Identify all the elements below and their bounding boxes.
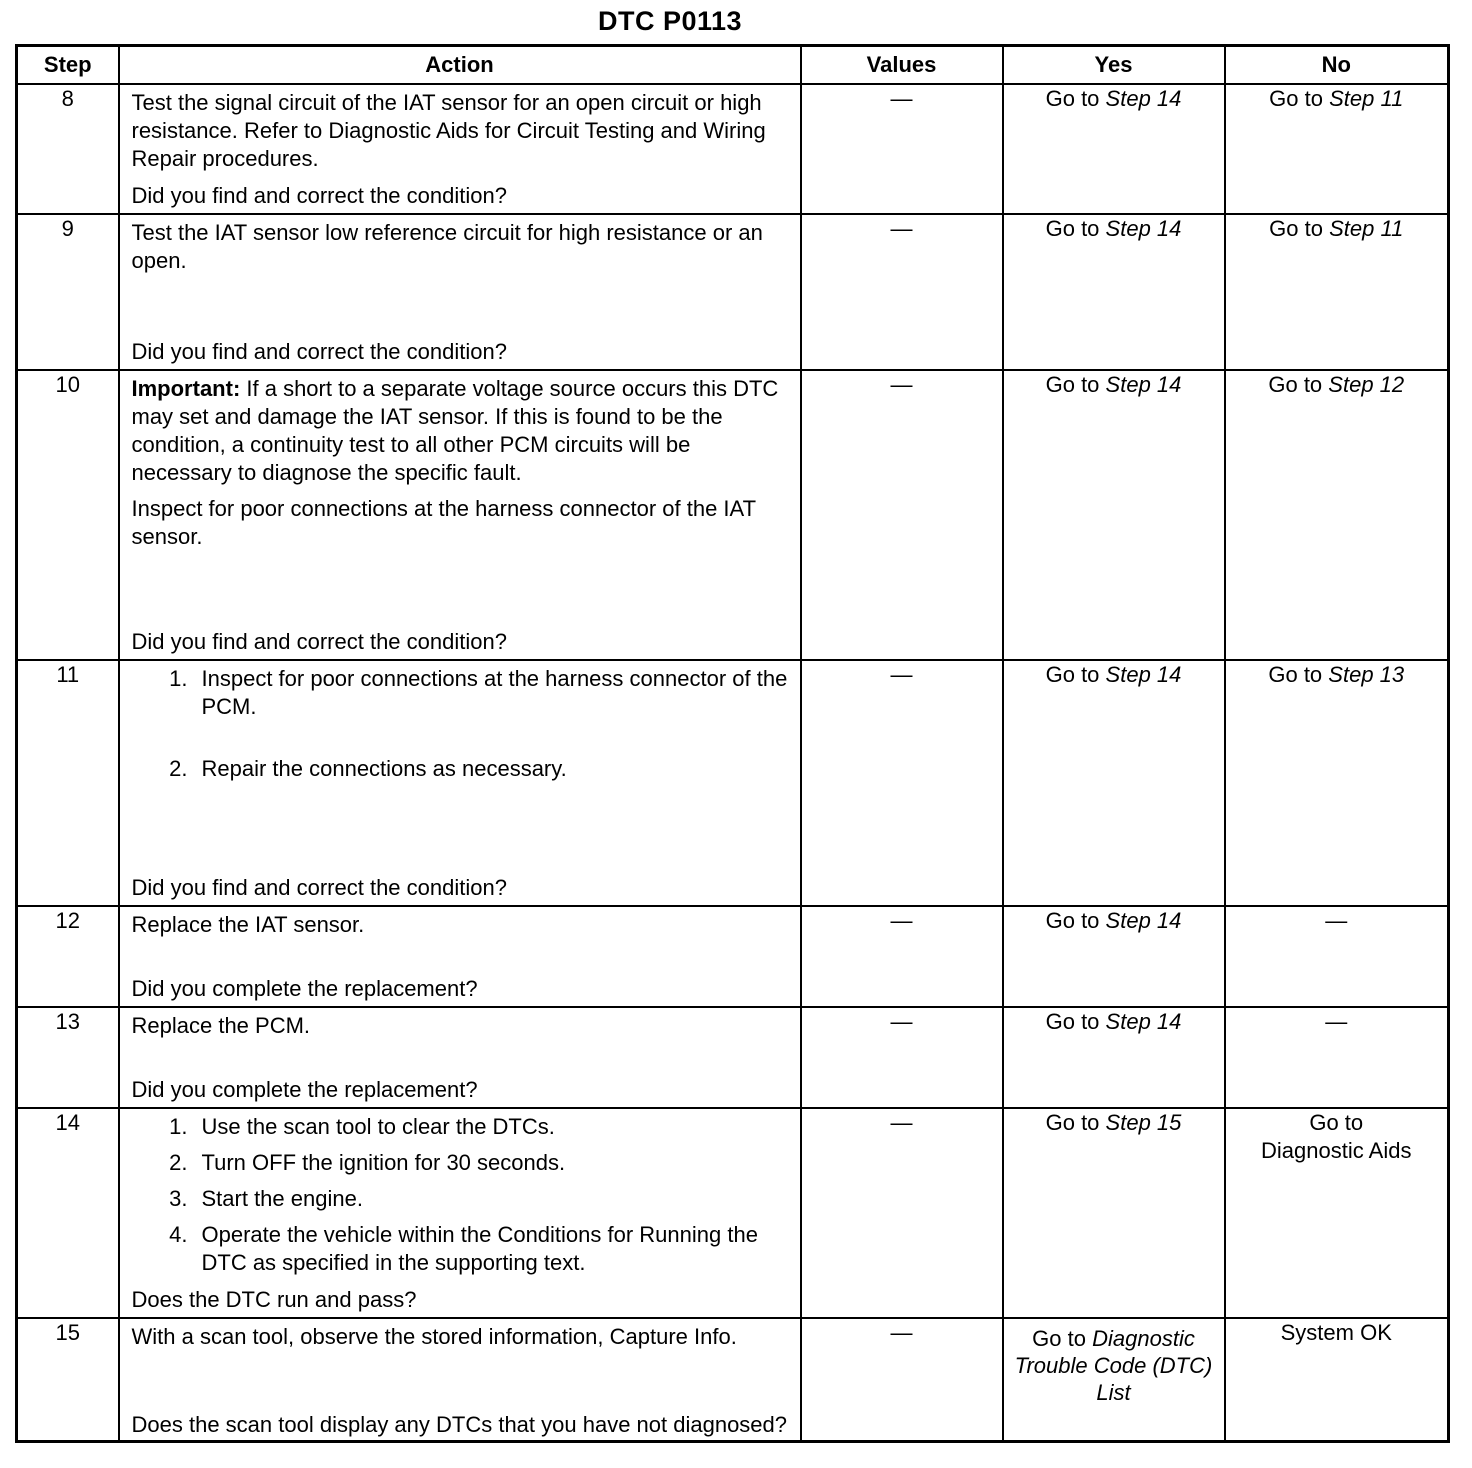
go-to-target: Step 14 <box>1105 661 1182 687</box>
yes-cell <box>1003 370 1225 660</box>
go-to-label: Go to <box>1032 1325 1086 1351</box>
yes-cell <box>1003 1108 1225 1318</box>
no-cell <box>1225 214 1449 370</box>
list-item <box>132 665 788 721</box>
page-title: DTC P0113 <box>597 6 743 36</box>
action-cell <box>119 1007 801 1108</box>
no-cell: — <box>1225 906 1449 1007</box>
list-text: Turn OFF the ignition for 30 seconds. <box>201 1149 566 1175</box>
go-to-target: Diagnostic Aids <box>1261 1137 1412 1163</box>
action-question: Did you find and correct the condition? <box>131 628 507 654</box>
action-question: Did you complete the replacement? <box>131 975 478 1001</box>
table-row <box>17 214 1449 370</box>
go-to-label: Go to <box>1269 85 1323 111</box>
no-cell <box>1225 84 1449 214</box>
list-text: Use the scan tool to clear the DTCs. <box>201 1113 555 1139</box>
go-to-target: Step 11 <box>1329 85 1404 111</box>
action-text: Test the signal circuit of the IAT sensor for an open circuit or high resistance. Refer to Diagnostic Aids for Circuit Testing and Wiring Repair procedures. <box>131 89 766 171</box>
action-question: Does the scan tool display any DTCs that you have not diagnosed? <box>131 1412 788 1437</box>
go-to-target: Step 14 <box>1105 1008 1182 1034</box>
no-cell <box>1225 1108 1449 1318</box>
important-note <box>132 375 788 487</box>
step-number: 14 <box>17 1108 119 1318</box>
values-cell: — <box>801 214 1003 370</box>
values-cell: — <box>801 1318 1003 1442</box>
step-number: 13 <box>17 1007 119 1108</box>
yes-cell <box>1003 84 1225 214</box>
go-to-target: Step 12 <box>1328 371 1405 397</box>
values-cell: — <box>801 660 1003 906</box>
list-number: 1. <box>169 1113 188 1139</box>
go-to-label: Go to <box>1045 1008 1100 1034</box>
action-cell <box>119 370 801 660</box>
action-cell <box>119 1108 801 1318</box>
list-item <box>132 755 788 783</box>
no-cell <box>1225 370 1449 660</box>
action-question: Did you complete the replacement? <box>131 1076 478 1102</box>
header-action: Action <box>119 46 801 84</box>
go-to-target: Step 14 <box>1105 371 1182 397</box>
yes-cell <box>1003 1007 1225 1108</box>
values-cell: — <box>801 906 1003 1007</box>
go-to-target: Step 11 <box>1329 215 1404 241</box>
list-text: Operate the vehicle within the Conditions for Running the DTC as specified in the supporting text. <box>201 1221 758 1275</box>
list-item <box>132 1185 788 1213</box>
list-item <box>132 1113 788 1141</box>
go-to-label: Go to <box>1045 371 1100 397</box>
no-cell: — <box>1225 1007 1449 1108</box>
values-cell: — <box>801 370 1003 660</box>
list-number: 2. <box>169 1149 188 1175</box>
go-to-label: Go to <box>1045 907 1100 933</box>
go-to-target: Step 14 <box>1105 215 1182 241</box>
go-to-target: Step 15 <box>1105 1109 1182 1135</box>
action-cell <box>119 214 801 370</box>
action-question: Did you find and correct the condition? <box>131 182 507 208</box>
important-label: Important: <box>131 375 241 401</box>
no-cell <box>1225 660 1449 906</box>
table-row <box>17 1318 1449 1442</box>
go-to-label: Go to <box>1269 215 1323 241</box>
action-list <box>132 665 788 791</box>
step-number: 12 <box>17 906 119 1007</box>
action-text: Inspect for poor connections at the harness connector of the IAT sensor. <box>131 495 756 549</box>
list-text: Repair the connections as necessary. <box>201 755 567 781</box>
step-number: 15 <box>17 1318 119 1442</box>
yes-cell <box>1003 660 1225 906</box>
important-text: If a short to a separate voltage source occurs this DTC may set and damage the IAT sensor. If this is found to be the condition, a continuity test to all other PCM circuits will be necessary to diagnose the specific fault. <box>131 375 779 485</box>
table-row <box>17 660 1449 906</box>
action-text: With a scan tool, observe the stored information, Capture Info. <box>131 1323 737 1349</box>
go-to-label: Go to <box>1268 661 1323 687</box>
header-step: Step <box>17 46 119 84</box>
list-text: Start the engine. <box>201 1185 363 1211</box>
values-cell: — <box>801 1108 1003 1318</box>
action-question: Does the DTC run and pass? <box>131 1286 417 1312</box>
list-number: 4. <box>169 1221 188 1247</box>
table-row <box>17 370 1449 660</box>
table-row <box>17 84 1449 214</box>
go-to-label: Go to <box>1045 215 1100 241</box>
header-yes: Yes <box>1003 46 1225 84</box>
action-text: Test the IAT sensor low reference circuit for high resistance or an open. <box>131 219 763 273</box>
values-cell: — <box>801 1007 1003 1108</box>
yes-cell <box>1003 1318 1225 1442</box>
action-question: Did you find and correct the condition? <box>131 874 507 900</box>
list-number: 1. <box>169 665 188 691</box>
list-number: 3. <box>169 1185 188 1211</box>
go-to-label: Go to <box>1045 85 1100 111</box>
go-to-label: Go to <box>1268 371 1323 397</box>
list-number: 2. <box>169 755 188 781</box>
step-number: 11 <box>17 660 119 906</box>
step-number: 9 <box>17 214 119 370</box>
step-number: 10 <box>17 370 119 660</box>
header-values: Values <box>801 46 1003 84</box>
table-row <box>17 1108 1449 1318</box>
go-to-target: Diagnostic Trouble Code (DTC) List <box>1014 1325 1213 1405</box>
action-cell <box>119 84 801 214</box>
table-row <box>17 906 1449 1007</box>
step-number: 8 <box>17 84 119 214</box>
go-to-target: Step 14 <box>1105 85 1182 111</box>
no-cell: System OK <box>1225 1318 1449 1442</box>
diagnostic-table <box>15 44 1450 1443</box>
header-no: No <box>1225 46 1449 84</box>
list-item <box>132 1149 788 1177</box>
go-to-target: Step 14 <box>1105 907 1182 933</box>
go-to-label: Go to <box>1045 661 1100 687</box>
action-list <box>132 1113 788 1277</box>
action-question: Did you find and correct the condition? <box>131 338 507 364</box>
list-item <box>132 1221 788 1277</box>
action-cell <box>119 660 801 906</box>
go-to-label: Go to <box>1045 1109 1100 1135</box>
action-cell <box>119 906 801 1007</box>
list-text: Inspect for poor connections at the harness connector of the PCM. <box>201 665 788 719</box>
yes-cell <box>1003 214 1225 370</box>
go-to-target: Step 13 <box>1328 661 1405 687</box>
action-cell <box>119 1318 801 1442</box>
action-text: Replace the IAT sensor. <box>131 911 365 937</box>
table-row <box>17 1007 1449 1108</box>
yes-cell <box>1003 906 1225 1007</box>
go-to-label: Go to <box>1309 1109 1364 1135</box>
action-text: Replace the PCM. <box>131 1012 311 1038</box>
values-cell: — <box>801 84 1003 214</box>
